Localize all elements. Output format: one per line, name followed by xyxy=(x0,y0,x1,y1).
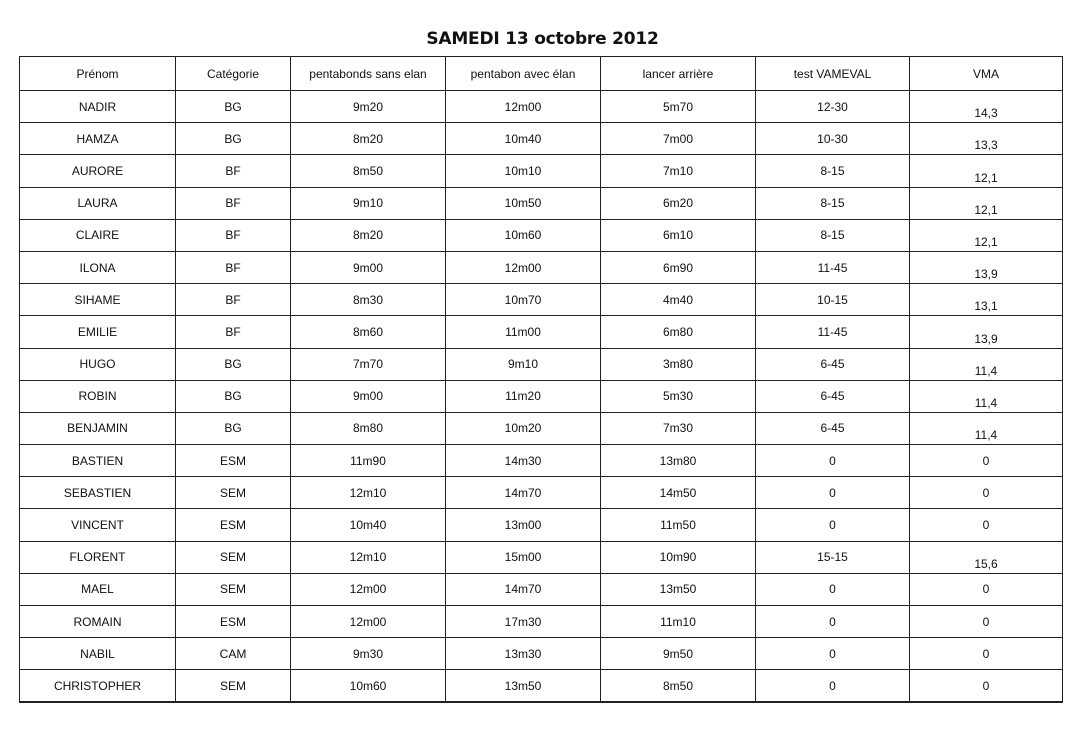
cell-test-vameval: 0 xyxy=(756,638,910,670)
cell-lancer-arriere: 3m80 xyxy=(601,348,756,380)
cell-lancer-arriere: 4m40 xyxy=(601,284,756,316)
cell-prenom: FLORENT xyxy=(20,541,176,573)
cell-categorie: SEM xyxy=(176,477,291,509)
table-row xyxy=(20,670,1063,702)
cell-lancer-arriere: 13m50 xyxy=(601,573,756,605)
cell-prenom: HAMZA xyxy=(20,123,176,155)
cell-lancer-arriere: 5m30 xyxy=(601,380,756,412)
table-row xyxy=(20,573,1063,605)
table-row xyxy=(20,284,1063,316)
cell-prenom: EMILIE xyxy=(20,316,176,348)
cell-pentabon-avec-elan: 11m20 xyxy=(446,380,601,412)
cell-test-vameval: 15-15 xyxy=(756,541,910,573)
cell-pentabon-avec-elan: 13m30 xyxy=(446,638,601,670)
cell-categorie: ESM xyxy=(176,445,291,477)
cell-prenom: VINCENT xyxy=(20,509,176,541)
cell-vma: 13,3 xyxy=(910,123,1063,155)
cell-test-vameval: 0 xyxy=(756,670,910,702)
cell-prenom: SIHAME xyxy=(20,284,176,316)
cell-pentabon-avec-elan: 10m50 xyxy=(446,187,601,219)
cell-pentabonds-sans-elan: 8m50 xyxy=(291,155,446,187)
results-table xyxy=(19,56,1063,703)
cell-pentabonds-sans-elan: 8m80 xyxy=(291,412,446,444)
cell-test-vameval: 10-30 xyxy=(756,123,910,155)
table-row xyxy=(20,509,1063,541)
cell-categorie: BF xyxy=(176,187,291,219)
header-vma: VMA xyxy=(910,57,1063,91)
cell-pentabonds-sans-elan: 12m10 xyxy=(291,541,446,573)
cell-lancer-arriere: 7m00 xyxy=(601,123,756,155)
cell-test-vameval: 12-30 xyxy=(756,91,910,123)
cell-lancer-arriere: 11m50 xyxy=(601,509,756,541)
cell-pentabonds-sans-elan: 8m20 xyxy=(291,219,446,251)
cell-pentabonds-sans-elan: 9m30 xyxy=(291,638,446,670)
table-row xyxy=(20,606,1063,638)
cell-categorie: BG xyxy=(176,412,291,444)
header-lancer-arriere: lancer arrière xyxy=(601,57,756,91)
cell-vma: 0 xyxy=(910,638,1063,670)
cell-pentabonds-sans-elan: 12m10 xyxy=(291,477,446,509)
cell-lancer-arriere: 5m70 xyxy=(601,91,756,123)
table-row xyxy=(20,155,1063,187)
cell-pentabon-avec-elan: 9m10 xyxy=(446,348,601,380)
page-title: SAMEDI 13 octobre 2012 xyxy=(426,29,659,49)
cell-categorie: BF xyxy=(176,219,291,251)
cell-prenom: NADIR xyxy=(20,91,176,123)
cell-pentabonds-sans-elan: 9m00 xyxy=(291,380,446,412)
cell-pentabon-avec-elan: 12m00 xyxy=(446,91,601,123)
cell-vma: 12,1 xyxy=(910,155,1063,187)
cell-vma: 0 xyxy=(910,445,1063,477)
cell-vma: 0 xyxy=(910,477,1063,509)
table-row xyxy=(20,187,1063,219)
cell-lancer-arriere: 13m80 xyxy=(601,445,756,477)
cell-categorie: SEM xyxy=(176,670,291,702)
cell-prenom: CHRISTOPHER xyxy=(20,670,176,702)
cell-prenom: AURORE xyxy=(20,155,176,187)
table-row xyxy=(20,123,1063,155)
table-row xyxy=(20,91,1063,123)
cell-test-vameval: 6-45 xyxy=(756,380,910,412)
table-row xyxy=(20,251,1063,283)
cell-test-vameval: 6-45 xyxy=(756,348,910,380)
cell-pentabon-avec-elan: 14m70 xyxy=(446,477,601,509)
cell-pentabon-avec-elan: 14m70 xyxy=(446,573,601,605)
cell-test-vameval: 0 xyxy=(756,573,910,605)
cell-pentabon-avec-elan: 14m30 xyxy=(446,445,601,477)
cell-prenom: ROBIN xyxy=(20,380,176,412)
cell-test-vameval: 8-15 xyxy=(756,219,910,251)
cell-categorie: BF xyxy=(176,284,291,316)
cell-test-vameval: 0 xyxy=(756,606,910,638)
cell-categorie: SEM xyxy=(176,541,291,573)
cell-test-vameval: 0 xyxy=(756,509,910,541)
header-pentabon-avec-elan: pentabon avec élan xyxy=(446,57,601,91)
cell-categorie: BF xyxy=(176,251,291,283)
cell-categorie: ESM xyxy=(176,606,291,638)
cell-test-vameval: 0 xyxy=(756,445,910,477)
cell-pentabonds-sans-elan: 11m90 xyxy=(291,445,446,477)
cell-categorie: BG xyxy=(176,91,291,123)
cell-pentabon-avec-elan: 11m00 xyxy=(446,316,601,348)
cell-vma: 0 xyxy=(910,670,1063,702)
table-row xyxy=(20,316,1063,348)
cell-prenom: NABIL xyxy=(20,638,176,670)
cell-vma: 13,1 xyxy=(910,284,1063,316)
cell-vma: 12,1 xyxy=(910,187,1063,219)
table-row xyxy=(20,348,1063,380)
cell-prenom: HUGO xyxy=(20,348,176,380)
cell-prenom: MAEL xyxy=(20,573,176,605)
cell-pentabonds-sans-elan: 10m60 xyxy=(291,670,446,702)
cell-vma: 14,3 xyxy=(910,91,1063,123)
cell-test-vameval: 8-15 xyxy=(756,155,910,187)
cell-vma: 13,9 xyxy=(910,251,1063,283)
cell-vma: 11,4 xyxy=(910,348,1063,380)
cell-lancer-arriere: 6m10 xyxy=(601,219,756,251)
cell-categorie: ESM xyxy=(176,509,291,541)
cell-lancer-arriere: 8m50 xyxy=(601,670,756,702)
cell-pentabonds-sans-elan: 8m20 xyxy=(291,123,446,155)
cell-lancer-arriere: 10m90 xyxy=(601,541,756,573)
cell-prenom: LAURA xyxy=(20,187,176,219)
cell-pentabon-avec-elan: 10m40 xyxy=(446,123,601,155)
cell-categorie: BG xyxy=(176,380,291,412)
cell-test-vameval: 6-45 xyxy=(756,412,910,444)
table-row xyxy=(20,380,1063,412)
cell-vma: 0 xyxy=(910,509,1063,541)
cell-pentabon-avec-elan: 13m00 xyxy=(446,509,601,541)
cell-prenom: CLAIRE xyxy=(20,219,176,251)
cell-vma: 13,9 xyxy=(910,316,1063,348)
cell-vma: 0 xyxy=(910,573,1063,605)
table-header-row xyxy=(20,57,1063,91)
cell-lancer-arriere: 9m50 xyxy=(601,638,756,670)
cell-test-vameval: 8-15 xyxy=(756,187,910,219)
cell-lancer-arriere: 7m30 xyxy=(601,412,756,444)
cell-lancer-arriere: 6m80 xyxy=(601,316,756,348)
header-pentabonds-sans-elan: pentabonds sans elan xyxy=(291,57,446,91)
cell-prenom: ILONA xyxy=(20,251,176,283)
cell-pentabon-avec-elan: 10m60 xyxy=(446,219,601,251)
cell-lancer-arriere: 14m50 xyxy=(601,477,756,509)
cell-categorie: BG xyxy=(176,348,291,380)
cell-vma: 0 xyxy=(910,606,1063,638)
cell-lancer-arriere: 7m10 xyxy=(601,155,756,187)
table-body xyxy=(20,91,1063,703)
cell-categorie: BF xyxy=(176,316,291,348)
cell-vma: 11,4 xyxy=(910,380,1063,412)
cell-test-vameval: 11-45 xyxy=(756,316,910,348)
cell-pentabonds-sans-elan: 7m70 xyxy=(291,348,446,380)
cell-pentabonds-sans-elan: 8m30 xyxy=(291,284,446,316)
cell-pentabonds-sans-elan: 12m00 xyxy=(291,573,446,605)
cell-pentabon-avec-elan: 10m20 xyxy=(446,412,601,444)
cell-categorie: SEM xyxy=(176,573,291,605)
cell-vma: 15,6 xyxy=(910,541,1063,573)
cell-test-vameval: 11-45 xyxy=(756,251,910,283)
table-row xyxy=(20,477,1063,509)
table-row xyxy=(20,412,1063,444)
cell-pentabonds-sans-elan: 8m60 xyxy=(291,316,446,348)
cell-pentabon-avec-elan: 15m00 xyxy=(446,541,601,573)
cell-lancer-arriere: 11m10 xyxy=(601,606,756,638)
cell-pentabon-avec-elan: 10m70 xyxy=(446,284,601,316)
table-row xyxy=(20,541,1063,573)
cell-lancer-arriere: 6m90 xyxy=(601,251,756,283)
table-row xyxy=(20,638,1063,670)
header-prenom: Prénom xyxy=(20,57,176,91)
cell-pentabonds-sans-elan: 10m40 xyxy=(291,509,446,541)
header-test-vameval: test VAMEVAL xyxy=(756,57,910,91)
header-categorie: Catégorie xyxy=(176,57,291,91)
cell-vma: 12,1 xyxy=(910,219,1063,251)
cell-prenom: BENJAMIN xyxy=(20,412,176,444)
cell-lancer-arriere: 6m20 xyxy=(601,187,756,219)
table-row xyxy=(20,219,1063,251)
cell-pentabon-avec-elan: 13m50 xyxy=(446,670,601,702)
cell-prenom: BASTIEN xyxy=(20,445,176,477)
cell-vma: 11,4 xyxy=(910,412,1063,444)
cell-prenom: SEBASTIEN xyxy=(20,477,176,509)
cell-categorie: CAM xyxy=(176,638,291,670)
cell-test-vameval: 0 xyxy=(756,477,910,509)
cell-pentabonds-sans-elan: 9m00 xyxy=(291,251,446,283)
cell-pentabonds-sans-elan: 9m10 xyxy=(291,187,446,219)
cell-pentabon-avec-elan: 17m30 xyxy=(446,606,601,638)
cell-pentabon-avec-elan: 12m00 xyxy=(446,251,601,283)
cell-prenom: ROMAIN xyxy=(20,606,176,638)
cell-pentabon-avec-elan: 10m10 xyxy=(446,155,601,187)
cell-pentabonds-sans-elan: 9m20 xyxy=(291,91,446,123)
cell-pentabonds-sans-elan: 12m00 xyxy=(291,606,446,638)
cell-test-vameval: 10-15 xyxy=(756,284,910,316)
cell-categorie: BF xyxy=(176,155,291,187)
table-row xyxy=(20,445,1063,477)
cell-categorie: BG xyxy=(176,123,291,155)
